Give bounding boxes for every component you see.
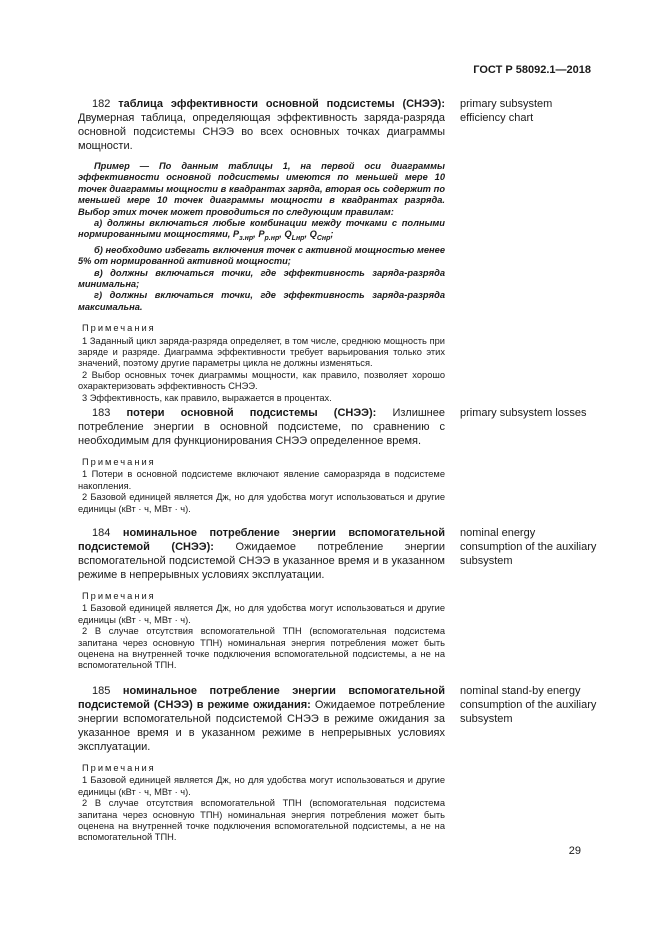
entry-definition-text: Излишнее потребление энергии в основной подсистеме, по сравнению с необходимым для функционирования СНЭЭ определенное время.	[78, 407, 445, 447]
notes-heading: Примечания	[82, 323, 156, 334]
entry-number: 185	[92, 685, 111, 697]
page-number: 29	[568, 845, 581, 857]
note-item: 1 Потери в основной подсистеме включают явление саморазряда в подсистеме накопления.	[78, 469, 445, 491]
english-term: primary subsystem losses	[460, 407, 587, 419]
entry-term: номинальное потребление энергии вспомогательной подсистемой (СНЭЭ) в режиме ожидания:	[78, 685, 446, 711]
english-term: nominal stand-by energy consumption of the auxiliary subsystem	[460, 685, 597, 725]
entry-definition	[78, 406, 445, 448]
note-item: 2 В случае отсутствия вспомогательной ТПН (вспомогательная подсистема запитана через основную ТПН) номинальная энергия потребления может быть оценена на внутренней точке подключения вспомогательной подсистемы, а не на вспомогательной ТПН.	[78, 626, 445, 671]
entry-number: 182	[92, 98, 111, 110]
entry-185	[78, 684, 445, 844]
entry-term: потери основной подсистемы (СНЭЭ):	[126, 407, 377, 419]
note-item: 1 Базовой единицей является Дж, но для удобства могут использоваться и другие единицы (кВт · ч, МВт · ч).	[78, 603, 445, 625]
example-rule-c: в) должны включаться точки, где эффективность заряда-разряда минимальна;	[78, 267, 445, 289]
entry-definition-text: Ожидаемое потребление энергии вспомогательной подсистемой СНЭЭ в режиме ожидания за указанное время и в указанном режиме в непрерывных условиях эксплуатации.	[78, 699, 445, 753]
entry-definition-text: Двумерная таблица, определяющая эффективность заряда-разряда основной подсистемы СНЭЭ во всех основных точках диаграммы мощности.	[78, 112, 445, 152]
example-intro: Пример — По данным таблицы 1, на первой оси диаграммы эффективности основной подсистемы имеются по меньшей мере 10 точек диаграммы мощности в квадрантах заряда, вторая ось содержит по меньшей мере 10 точек диаграммы мощности в квадрантах разряда. Выбор этих точек может проводиться по следующим правилам:	[78, 161, 445, 217]
entry-definition	[78, 684, 445, 754]
example-rule-b: б) необходимо избегать включения точек с активной мощностью менее 5% от нормированной активной мощности;	[78, 244, 445, 267]
note-item: 1 Заданный цикл заряда-разряда определяет, в том числе, среднюю мощность при заряде и разряде. Диаграмма эффективности требует варьирования только этих значений, поэтому другие параметры цикла не должны изменяться.	[78, 335, 445, 369]
entry-definition	[78, 526, 445, 582]
entry-184	[78, 526, 445, 672]
example-block	[78, 161, 445, 313]
entry-term: таблица эффективности основной подсистемы (СНЭЭ):	[118, 98, 445, 110]
entry-definition-text: Ожидаемое потребление энергии вспомогательной подсистемой СНЭЭ в указанное время и в указанном режиме в непрерывных условиях эксплуатации.	[78, 541, 445, 581]
notes-heading: Примечания	[82, 591, 156, 601]
notes-block	[78, 457, 445, 515]
notes-heading: Примечания	[82, 457, 156, 467]
notes-heading: Примечания	[82, 763, 156, 773]
notes-block	[78, 323, 445, 404]
note-item: 3 Эффективность, как правило, выражается в процентах.	[82, 392, 332, 403]
note-item: 2 Базовой единицей является Дж, но для удобства могут использоваться и другие единицы (кВт · ч, МВт · ч).	[78, 492, 445, 514]
entry-183	[78, 406, 445, 515]
english-term: primary subsystem efficiency chart	[460, 98, 553, 124]
entry-182	[78, 97, 445, 404]
note-item: 2 В случае отсутствия вспомогательной ТПН (вспомогательная подсистема запитана через основную ТПН) номинальная энергия потребления может быть оценена на внутренней точке подключения вспомогательной подсистемы, а не на вспомогательной ТПН.	[78, 798, 445, 843]
example-rule-a: а) должны включаться любые комбинации между точками с полными нормированными мощностями, $P_{з.нр}$, $P_{р.нр}$, $Q_{Lнр}$, $Q_{Cнр}$;	[78, 218, 445, 243]
standard-header: ГОСТ Р 58092.1—2018	[473, 64, 591, 76]
entry-term: номинальное потребление энергии вспомогательной подсистемой (СНЭЭ):	[78, 527, 446, 553]
example-rule-d: г) должны включаться точки, где эффективность заряда-разряда максимальна.	[78, 290, 445, 312]
entry-number: 184	[92, 527, 111, 539]
english-term: nominal energy consumption of the auxiliary subsystem	[460, 527, 597, 567]
entry-number: 183	[92, 407, 111, 419]
note-item: 2 Выбор основных точек диаграммы мощности, как правило, позволяет хорошо охарактеризовать эффективность СНЭЭ.	[78, 369, 445, 392]
notes-block	[78, 763, 445, 844]
entry-definition	[78, 97, 445, 153]
note-item: 1 Базовой единицей является Дж, но для удобства могут использоваться и другие единицы (кВт · ч, МВт · ч).	[78, 775, 445, 797]
notes-block	[78, 591, 445, 672]
